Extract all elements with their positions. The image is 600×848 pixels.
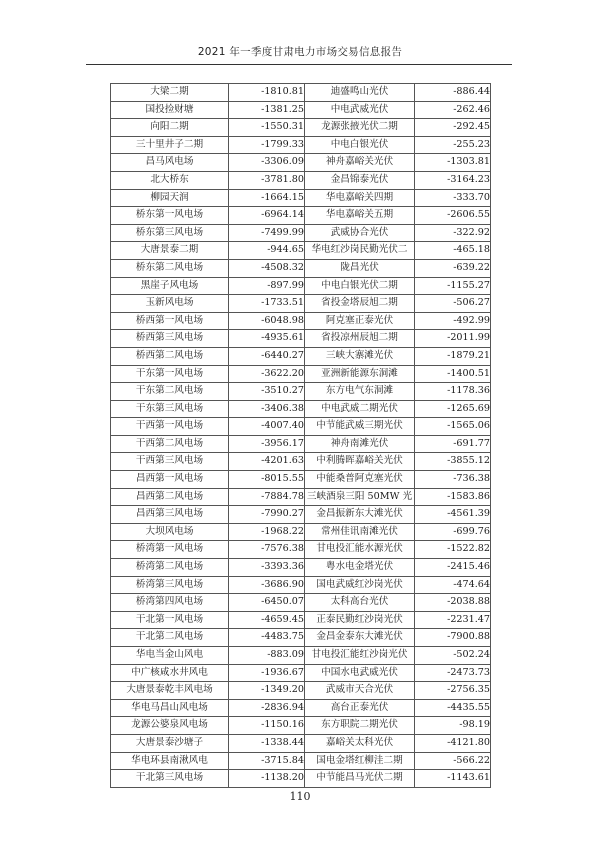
plant-name-cell: 中电武威二期光伏 bbox=[305, 400, 415, 418]
table-row bbox=[111, 629, 491, 647]
plant-name-cell: 中电武威光伏 bbox=[305, 101, 415, 119]
table-row bbox=[111, 734, 491, 752]
table-row bbox=[111, 101, 491, 119]
plant-value-cell: -1879.21 bbox=[415, 347, 491, 365]
plant-name-cell: 中电白银光伏 bbox=[305, 136, 415, 154]
table-row bbox=[111, 559, 491, 577]
plant-name-cell: 干东第三风电场 bbox=[111, 400, 229, 418]
plant-value-cell: -4508.32 bbox=[229, 259, 305, 277]
plant-value-cell: -1178.36 bbox=[415, 383, 491, 401]
plant-name-cell: 桥东第一风电场 bbox=[111, 207, 229, 225]
plant-value-cell: -1150.16 bbox=[229, 717, 305, 735]
plant-value-cell: -6048.98 bbox=[229, 312, 305, 330]
table-row bbox=[111, 259, 491, 277]
plant-value-cell: -2473.73 bbox=[415, 664, 491, 682]
plant-value-cell: -1143.61 bbox=[415, 770, 491, 788]
plant-name-cell: 金昌金泰东大滩光伏 bbox=[305, 629, 415, 647]
plant-name-cell: 东方职院二期光伏 bbox=[305, 717, 415, 735]
plant-name-cell: 黑崖子风电场 bbox=[111, 277, 229, 295]
plant-name-cell: 陇昌光伏 bbox=[305, 259, 415, 277]
table-row bbox=[111, 418, 491, 436]
plant-name-cell: 昌西第二风电场 bbox=[111, 488, 229, 506]
plant-name-cell: 甘电投汇能红沙岗光伏 bbox=[305, 647, 415, 665]
plant-value-cell: -2756.35 bbox=[415, 682, 491, 700]
plant-name-cell: 常州佳讯南滩光伏 bbox=[305, 523, 415, 541]
plant-name-cell: 大唐景泰乾丰风电场 bbox=[111, 682, 229, 700]
plant-name-cell: 大坝风电场 bbox=[111, 523, 229, 541]
plant-value-cell: -1550.31 bbox=[229, 119, 305, 137]
table-row bbox=[111, 506, 491, 524]
plant-value-cell: -736.38 bbox=[415, 471, 491, 489]
plant-name-cell: 武威协合光伏 bbox=[305, 224, 415, 242]
plant-value-cell: -1303.81 bbox=[415, 154, 491, 172]
plant-name-cell: 桥东第二风电场 bbox=[111, 259, 229, 277]
plant-name-cell: 柳园天润 bbox=[111, 189, 229, 207]
plant-value-cell: -2231.47 bbox=[415, 611, 491, 629]
plant-value-cell: -699.76 bbox=[415, 523, 491, 541]
plant-name-cell: 金昌振新东大滩光伏 bbox=[305, 506, 415, 524]
table-row bbox=[111, 277, 491, 295]
plant-name-cell: 干北第一风电场 bbox=[111, 611, 229, 629]
plant-name-cell: 干西第三风电场 bbox=[111, 453, 229, 471]
plant-name-cell: 神舟南滩光伏 bbox=[305, 435, 415, 453]
plant-name-cell: 东方电气东洞滩 bbox=[305, 383, 415, 401]
plant-value-cell: -7576.38 bbox=[229, 541, 305, 559]
table-row bbox=[111, 488, 491, 506]
plant-value-cell: -3686.90 bbox=[229, 576, 305, 594]
table-row bbox=[111, 664, 491, 682]
table-row bbox=[111, 647, 491, 665]
table-body bbox=[111, 84, 491, 788]
table-row bbox=[111, 189, 491, 207]
plant-name-cell: 桥西第二风电场 bbox=[111, 347, 229, 365]
table-row bbox=[111, 119, 491, 137]
plant-name-cell: 桥湾第三风电场 bbox=[111, 576, 229, 594]
plant-name-cell: 玉新风电场 bbox=[111, 295, 229, 313]
plant-value-cell: -4659.45 bbox=[229, 611, 305, 629]
table-row bbox=[111, 154, 491, 172]
plant-name-cell: 华电红沙岗民勤光伏二 bbox=[305, 242, 415, 260]
table-row bbox=[111, 523, 491, 541]
table-row bbox=[111, 435, 491, 453]
plant-value-cell: -322.92 bbox=[415, 224, 491, 242]
plant-name-cell: 昌西第三风电场 bbox=[111, 506, 229, 524]
plant-value-cell: -1155.27 bbox=[415, 277, 491, 295]
plant-name-cell: 正泰民勤红沙岗光伏 bbox=[305, 611, 415, 629]
plant-value-cell: -944.65 bbox=[229, 242, 305, 260]
plant-value-cell: -1733.51 bbox=[229, 295, 305, 313]
table-row bbox=[111, 383, 491, 401]
plant-value-cell: -897.99 bbox=[229, 277, 305, 295]
plant-value-cell: -502.24 bbox=[415, 647, 491, 665]
plant-name-cell: 中节能昌马光伏二期 bbox=[305, 770, 415, 788]
table-row bbox=[111, 594, 491, 612]
plant-value-cell: -639.22 bbox=[415, 259, 491, 277]
plant-value-cell: -3393.36 bbox=[229, 559, 305, 577]
plant-name-cell: 昌马风电场 bbox=[111, 154, 229, 172]
plant-name-cell: 高台正泰光伏 bbox=[305, 699, 415, 717]
plant-value-cell: -4121.80 bbox=[415, 734, 491, 752]
plant-value-cell: -292.45 bbox=[415, 119, 491, 137]
table-row bbox=[111, 347, 491, 365]
plant-name-cell: 干西第二风电场 bbox=[111, 435, 229, 453]
plant-name-cell: 三峡酒泉三阳 50MW 光 bbox=[305, 488, 415, 506]
plant-name-cell: 大唐景泰沙塘子 bbox=[111, 734, 229, 752]
plant-name-cell: 华电嘉峪关五期 bbox=[305, 207, 415, 225]
plant-name-cell: 桥湾第二风电场 bbox=[111, 559, 229, 577]
plant-name-cell: 太科高台光伏 bbox=[305, 594, 415, 612]
plant-name-cell: 中广核咸水井风电 bbox=[111, 664, 229, 682]
plant-value-cell: -1338.44 bbox=[229, 734, 305, 752]
plant-name-cell: 龙源张掖光伏二期 bbox=[305, 119, 415, 137]
plant-value-cell: -1583.86 bbox=[415, 488, 491, 506]
plant-value-cell: -474.64 bbox=[415, 576, 491, 594]
plant-value-cell: -2011.99 bbox=[415, 330, 491, 348]
plant-value-cell: -1664.15 bbox=[229, 189, 305, 207]
plant-value-cell: -3715.84 bbox=[229, 752, 305, 770]
table-row bbox=[111, 295, 491, 313]
plant-name-cell: 华电当金山风电 bbox=[111, 647, 229, 665]
plant-value-cell: -262.46 bbox=[415, 101, 491, 119]
table-row bbox=[111, 312, 491, 330]
page-number: 110 bbox=[289, 790, 311, 803]
plant-value-cell: -3855.12 bbox=[415, 453, 491, 471]
plant-value-cell: -2415.46 bbox=[415, 559, 491, 577]
plant-value-cell: -1522.82 bbox=[415, 541, 491, 559]
plant-value-cell: -7499.99 bbox=[229, 224, 305, 242]
table-row bbox=[111, 136, 491, 154]
plant-name-cell: 亚洲新能源东洞滩 bbox=[305, 365, 415, 383]
page-header-title: 2021 年一季度甘肃电力市场交易信息报告 bbox=[197, 46, 403, 58]
plant-value-cell: -883.09 bbox=[229, 647, 305, 665]
plant-name-cell: 中电白银光伏二期 bbox=[305, 277, 415, 295]
plant-value-cell: -8015.55 bbox=[229, 471, 305, 489]
table-row bbox=[111, 717, 491, 735]
plant-name-cell: 昌西第一风电场 bbox=[111, 471, 229, 489]
plant-name-cell: 阿克塞正泰光伏 bbox=[305, 312, 415, 330]
table-row bbox=[111, 576, 491, 594]
plant-value-cell: -3781.80 bbox=[229, 171, 305, 189]
plant-name-cell: 干北第二风电场 bbox=[111, 629, 229, 647]
plant-value-cell: -691.77 bbox=[415, 435, 491, 453]
plant-value-cell: -566.22 bbox=[415, 752, 491, 770]
plant-value-cell: -4201.63 bbox=[229, 453, 305, 471]
plant-name-cell: 中利腾晖嘉峪关光伏 bbox=[305, 453, 415, 471]
plant-name-cell: 迪盛鸣山光伏 bbox=[305, 84, 415, 102]
plant-value-cell: -492.99 bbox=[415, 312, 491, 330]
plant-value-cell: -4435.55 bbox=[415, 699, 491, 717]
table-row bbox=[111, 242, 491, 260]
plant-value-cell: -3306.09 bbox=[229, 154, 305, 172]
table-row bbox=[111, 84, 491, 102]
plant-value-cell: -255.23 bbox=[415, 136, 491, 154]
table-row bbox=[111, 752, 491, 770]
plant-value-cell: -1936.67 bbox=[229, 664, 305, 682]
plant-name-cell: 省投凉州辰旭二期 bbox=[305, 330, 415, 348]
table-row bbox=[111, 453, 491, 471]
plant-name-cell: 华电马昌山风电场 bbox=[111, 699, 229, 717]
plant-value-cell: -4007.40 bbox=[229, 418, 305, 436]
plant-value-cell: -2836.94 bbox=[229, 699, 305, 717]
plant-name-cell: 桥湾第四风电场 bbox=[111, 594, 229, 612]
plant-name-cell: 三峡大寨滩光伏 bbox=[305, 347, 415, 365]
plant-value-cell: -7990.27 bbox=[229, 506, 305, 524]
plant-name-cell: 向阳二期 bbox=[111, 119, 229, 137]
plant-name-cell: 桥西第一风电场 bbox=[111, 312, 229, 330]
plant-name-cell: 北大桥东 bbox=[111, 171, 229, 189]
plant-name-cell: 甘电投汇能水源光伏 bbox=[305, 541, 415, 559]
table-row bbox=[111, 330, 491, 348]
plant-name-cell: 桥湾第一风电场 bbox=[111, 541, 229, 559]
table-row bbox=[111, 224, 491, 242]
plant-name-cell: 华电环县南湫风电 bbox=[111, 752, 229, 770]
plant-name-cell: 干西第一风电场 bbox=[111, 418, 229, 436]
plant-value-cell: -886.44 bbox=[415, 84, 491, 102]
table-row bbox=[111, 699, 491, 717]
plant-value-cell: -1400.51 bbox=[415, 365, 491, 383]
plant-name-cell: 大梁二期 bbox=[111, 84, 229, 102]
plant-name-cell: 桥东第三风电场 bbox=[111, 224, 229, 242]
plant-value-cell: -7900.88 bbox=[415, 629, 491, 647]
table-row bbox=[111, 365, 491, 383]
plant-name-cell: 干东第二风电场 bbox=[111, 383, 229, 401]
plant-value-cell: -1265.69 bbox=[415, 400, 491, 418]
plant-value-cell: -2606.55 bbox=[415, 207, 491, 225]
plant-value-cell: -1810.81 bbox=[229, 84, 305, 102]
plant-value-cell: -4561.39 bbox=[415, 506, 491, 524]
plant-value-cell: -4935.61 bbox=[229, 330, 305, 348]
plant-value-cell: -506.27 bbox=[415, 295, 491, 313]
plant-value-cell: -1565.06 bbox=[415, 418, 491, 436]
table-row bbox=[111, 471, 491, 489]
plant-name-cell: 粤水电金塔光伏 bbox=[305, 559, 415, 577]
header-rule bbox=[86, 64, 512, 65]
plant-name-cell: 桥西第三风电场 bbox=[111, 330, 229, 348]
plant-value-cell: -6440.27 bbox=[229, 347, 305, 365]
plant-name-cell: 龙源公婆泉风电场 bbox=[111, 717, 229, 735]
plant-name-cell: 金昌锦泰光伏 bbox=[305, 171, 415, 189]
plant-value-cell: -1968.22 bbox=[229, 523, 305, 541]
table-row bbox=[111, 682, 491, 700]
plant-value-cell: -6964.14 bbox=[229, 207, 305, 225]
plant-value-cell: -7884.78 bbox=[229, 488, 305, 506]
plant-name-cell: 三十里井子二期 bbox=[111, 136, 229, 154]
plant-value-cell: -3956.17 bbox=[229, 435, 305, 453]
plant-value-cell: -1349.20 bbox=[229, 682, 305, 700]
table-row bbox=[111, 770, 491, 788]
plant-name-cell: 省投金塔辰旭二期 bbox=[305, 295, 415, 313]
plant-name-cell: 国投捡财塘 bbox=[111, 101, 229, 119]
plant-value-cell: -98.19 bbox=[415, 717, 491, 735]
plant-name-cell: 中节能武威三期光伏 bbox=[305, 418, 415, 436]
plant-value-cell: -333.70 bbox=[415, 189, 491, 207]
plant-name-cell: 中国水电武威光伏 bbox=[305, 664, 415, 682]
plant-value-cell: -1799.33 bbox=[229, 136, 305, 154]
table-row bbox=[111, 171, 491, 189]
plant-value-cell: -2038.88 bbox=[415, 594, 491, 612]
plant-value-cell: -3622.20 bbox=[229, 365, 305, 383]
plant-value-cell: -1138.20 bbox=[229, 770, 305, 788]
plant-name-cell: 国电金塔红柳洼二期 bbox=[305, 752, 415, 770]
plant-value-cell: -4483.75 bbox=[229, 629, 305, 647]
plant-name-cell: 神舟嘉峪关光伏 bbox=[305, 154, 415, 172]
plant-name-cell: 干北第三风电场 bbox=[111, 770, 229, 788]
table-row bbox=[111, 207, 491, 225]
plant-name-cell: 华电嘉峪关四期 bbox=[305, 189, 415, 207]
plant-value-cell: -1381.25 bbox=[229, 101, 305, 119]
table-row bbox=[111, 400, 491, 418]
plant-value-cell: -465.18 bbox=[415, 242, 491, 260]
plant-value-cell: -3164.23 bbox=[415, 171, 491, 189]
table-row bbox=[111, 611, 491, 629]
plant-name-cell: 武威市天合光伏 bbox=[305, 682, 415, 700]
plant-value-cell: -3406.38 bbox=[229, 400, 305, 418]
plant-name-cell: 大唐景泰二期 bbox=[111, 242, 229, 260]
plant-name-cell: 中能桑普阿克塞光伏 bbox=[305, 471, 415, 489]
plant-value-cell: -3510.27 bbox=[229, 383, 305, 401]
plant-value-cell: -6450.07 bbox=[229, 594, 305, 612]
settlement-table bbox=[110, 83, 491, 788]
plant-name-cell: 干东第一风电场 bbox=[111, 365, 229, 383]
plant-name-cell: 嘉峪关太科光伏 bbox=[305, 734, 415, 752]
table-row bbox=[111, 541, 491, 559]
plant-name-cell: 国电武威红沙岗光伏 bbox=[305, 576, 415, 594]
